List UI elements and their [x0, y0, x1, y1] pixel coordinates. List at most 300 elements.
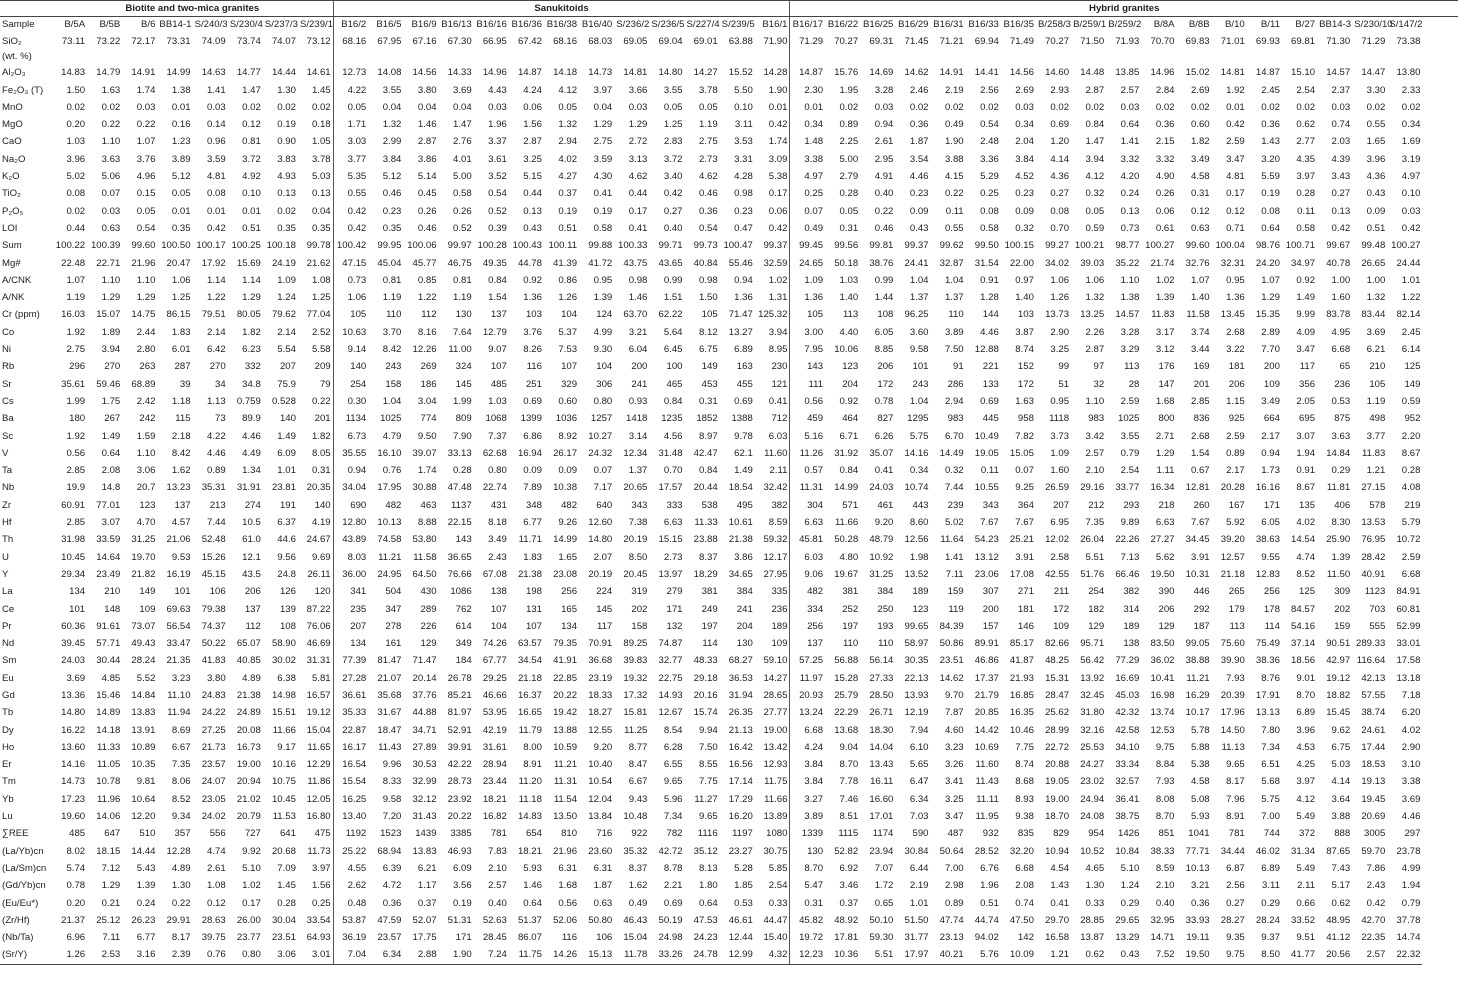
table-cell: 58.90	[271, 638, 296, 650]
table-cell: 0.56	[558, 897, 578, 909]
table-cell: 51.50	[904, 914, 929, 926]
table-cell: 76.95	[1361, 534, 1386, 546]
table-cell: 1.75	[101, 395, 121, 407]
table-cell: 29.91	[166, 914, 191, 926]
table-cell: 60.81	[1396, 603, 1421, 615]
table-cell: 103	[1017, 309, 1034, 321]
table-cell: 11.71	[518, 534, 542, 546]
table-cell: 2.43	[488, 551, 507, 563]
table-cell: 485	[69, 828, 86, 840]
table-cell: 12.80	[333, 514, 368, 531]
table-cell: 4.99	[593, 326, 613, 338]
table-cell: 8.70	[839, 759, 859, 771]
table-cell: 207	[279, 361, 296, 373]
table-cell: 1.10	[101, 274, 121, 286]
table-cell: 22.32	[1387, 946, 1422, 964]
table-cell: 14.18	[553, 67, 578, 79]
table-cell: 4.32	[755, 946, 790, 964]
table-row	[0, 64, 1458, 81]
table-cell: 0.25	[311, 897, 331, 909]
table-cell: 7.20	[382, 811, 402, 823]
table-row	[0, 151, 1458, 168]
table-cell: 829	[1053, 828, 1070, 840]
table-cell: 15.69	[236, 257, 261, 269]
table-cell: 21.62	[306, 257, 331, 269]
table-cell: 14.48	[1080, 67, 1105, 79]
units-cell	[87, 50, 122, 64]
table-cell: 17.58	[1396, 655, 1421, 667]
table-cell: 83.44	[1361, 309, 1386, 321]
table-cell: 69.04	[658, 36, 683, 47]
table-cell: 206	[1158, 603, 1175, 615]
table-cell: 4.27	[558, 171, 578, 183]
table-cell: 67.30	[447, 36, 472, 47]
table-cell: 189	[912, 586, 929, 598]
table-cell: 12.99	[720, 946, 755, 964]
table-cell: 79.38	[201, 603, 226, 615]
table-cell: 0.36	[1261, 119, 1280, 131]
table-cell: 6.63	[790, 514, 825, 531]
row-label: TiO₂	[2, 188, 21, 200]
table-cell: 1.10	[1085, 395, 1105, 407]
table-cell: 52.06	[553, 914, 578, 926]
table-cell: 125	[1299, 586, 1316, 598]
table-cell: 43.89	[333, 531, 368, 548]
table-cell: 73.31	[166, 36, 191, 47]
table-cell: 19.45	[1361, 793, 1386, 805]
table-cell: 0.09	[909, 205, 929, 217]
table-cell: 4.70	[136, 517, 156, 529]
table-cell: 19.05	[974, 447, 999, 459]
table-cell: 1.92	[1226, 84, 1245, 96]
table-cell: 33.01	[1396, 638, 1421, 650]
table-cell: 7.93	[1155, 776, 1175, 788]
table-cell: 7.44	[207, 517, 226, 529]
table-cell: 1.65	[558, 551, 578, 563]
table-cell: 19.72	[790, 929, 825, 946]
table-cell: 0.71	[1226, 222, 1245, 234]
table-cell: 8.70	[1155, 811, 1175, 823]
table-cell: 6.42	[207, 344, 226, 356]
table-cell: 1418	[626, 413, 648, 425]
table-cell: 703	[1369, 603, 1386, 615]
table-cell: 381	[701, 586, 718, 598]
table-cell: 4.92	[242, 171, 261, 183]
table-cell: 2.56	[1226, 880, 1245, 892]
table-cell: 0.36	[698, 205, 718, 217]
table-cell: 12.02	[1045, 534, 1070, 546]
table-row	[0, 33, 1458, 50]
table-cell: 10.41	[1150, 672, 1175, 684]
table-cell: 4.85	[101, 672, 121, 684]
table-cell: 2.87	[1085, 344, 1105, 356]
table-cell: 21.37	[61, 914, 86, 926]
table-cell: 159	[947, 586, 964, 598]
table-cell: 10.36	[825, 946, 860, 964]
table-cell: 20.28	[1220, 482, 1245, 494]
table-cell: 97	[1093, 361, 1105, 373]
table-cell: 3.76	[523, 326, 542, 338]
table-cell: 278	[385, 620, 402, 632]
table-cell: 204	[736, 620, 753, 632]
table-cell: 1.37	[628, 465, 648, 477]
table-cell: 32.87	[939, 257, 964, 269]
table-cell: 140	[279, 413, 296, 425]
table-cell: 8.17	[1226, 776, 1245, 788]
table-cell: 189	[1123, 620, 1140, 632]
table-cell: 47.48	[447, 482, 472, 494]
table-cell: 0.41	[874, 465, 894, 477]
table-cell: 4.02	[558, 153, 578, 165]
table-cell: 6.28	[663, 741, 683, 753]
table-cell: 19.00	[1045, 793, 1070, 805]
table-cell: 37.76	[412, 689, 437, 701]
table-cell: 15.04	[306, 724, 331, 736]
table-cell: 0.14	[207, 119, 226, 131]
table-cell: 42.58	[1115, 724, 1140, 736]
table-cell: 29.16	[1080, 482, 1105, 494]
table-cell: 0.97	[1015, 274, 1034, 286]
table-cell: 304	[790, 497, 825, 514]
table-cell: 2.54	[1120, 465, 1140, 477]
table-cell: 189	[771, 620, 788, 632]
table-cell: 430	[420, 586, 437, 598]
table-cell: 13.74	[1150, 707, 1175, 719]
table-cell: 123	[842, 361, 859, 373]
table-cell: 48.92	[834, 914, 859, 926]
table-cell: 0.03	[207, 101, 226, 113]
table-cell: 7.82	[1015, 430, 1034, 442]
table-cell: 31.67	[377, 707, 402, 719]
table-cell: 8.12	[698, 326, 718, 338]
table-cell: 25.21	[1009, 534, 1034, 546]
table-cell: 41.72	[588, 257, 613, 269]
table-cell: 51.76	[1080, 568, 1105, 580]
table-cell: 8.00	[523, 741, 542, 753]
table-cell: 171	[455, 932, 472, 944]
table-cell: 0.36	[1155, 119, 1175, 131]
table-cell: 2.85	[66, 517, 86, 529]
table-cell: 36.19	[333, 929, 368, 946]
table-cell: 76.66	[447, 568, 472, 580]
table-cell: 28.52	[974, 845, 999, 857]
table-cell: 14.47	[1361, 67, 1386, 79]
table-cell: 7.03	[909, 811, 929, 823]
table-cell: 241	[736, 603, 753, 615]
table-cell: 9.62	[1331, 724, 1351, 736]
table-cell: 0.42	[207, 222, 226, 234]
table-cell: 782	[666, 828, 683, 840]
table-cell: 922	[631, 828, 648, 840]
table-cell: 2.05	[1296, 395, 1316, 407]
table-cell: 44.6	[277, 534, 296, 546]
table-cell: 16.37	[517, 689, 542, 701]
table-cell: 8.54	[663, 724, 683, 736]
table-cell: 9.65	[698, 811, 718, 823]
table-cell: 10.72	[1396, 534, 1421, 546]
table-cell: 129	[420, 638, 437, 650]
table-cell: 0.94	[874, 119, 894, 131]
table-cell: 9.53	[171, 551, 191, 563]
table-cell: 32.95	[1150, 914, 1175, 926]
table-cell: 254	[333, 376, 368, 393]
table-cell: 1.36	[734, 292, 753, 304]
table-cell: 198	[525, 586, 542, 598]
table-cell: 2.69	[1015, 84, 1034, 96]
table-cell: 7.52	[1141, 946, 1176, 964]
table-cell: 4.49	[242, 447, 261, 459]
table-cell: 3.86	[417, 153, 437, 165]
table-cell: 12.88	[974, 344, 999, 356]
table-cell: 286	[947, 378, 964, 390]
table-cell: 114	[1264, 620, 1280, 632]
table-cell: 0.25	[790, 185, 825, 202]
table-cell: 0.01	[768, 101, 788, 113]
table-cell: 1.41	[1120, 136, 1140, 148]
table-cell: 556	[209, 828, 226, 840]
table-cell: 1.37	[944, 292, 964, 304]
table-cell: 7.37	[488, 430, 507, 442]
table-cell: 70.70	[1150, 36, 1175, 47]
table-cell: 213	[209, 499, 226, 511]
table-cell: 7.11	[102, 932, 121, 944]
table-cell: 209	[314, 361, 331, 373]
table-cell: 112	[421, 309, 437, 321]
table-cell: 15.35	[1255, 309, 1280, 321]
table-cell: 2.87	[417, 136, 437, 148]
table-cell: 5.96	[663, 793, 683, 805]
table-cell: 9.78	[734, 430, 753, 442]
table-cell: 1.31	[768, 292, 788, 304]
table-cell: 5.08	[1190, 793, 1210, 805]
table-cell: 0.02	[277, 205, 296, 217]
table-cell: 1.34	[242, 465, 261, 477]
table-row	[0, 618, 1458, 635]
table-cell: 73.74	[236, 36, 261, 47]
sample-header: B16/40	[581, 19, 613, 30]
table-cell: 22.71	[96, 257, 121, 269]
table-cell: 10.5	[242, 517, 261, 529]
table-cell: 20.56	[1317, 946, 1352, 964]
table-cell: 226	[420, 620, 437, 632]
table-cell: 0.09	[1015, 205, 1034, 217]
table-cell: 3.47	[1226, 153, 1245, 165]
table-cell: 16.85	[1009, 689, 1034, 701]
table-cell: 14.87	[517, 67, 542, 79]
table-cell: 0.42	[768, 119, 788, 131]
table-row	[0, 237, 1458, 254]
table-cell: 22.87	[333, 722, 368, 739]
table-cell: 12.60	[588, 517, 613, 529]
table-cell: 28.42	[1361, 551, 1386, 563]
table-cell: 116	[561, 932, 578, 944]
table-cell: 1.25	[311, 292, 331, 304]
table-cell: 134	[561, 620, 578, 632]
table-cell: 24.23	[693, 932, 718, 944]
table-cell: 100.27	[1391, 240, 1421, 252]
table-cell: 8.97	[698, 430, 718, 442]
table-cell: 0.66	[1296, 897, 1316, 909]
table-cell: 1.18	[171, 395, 191, 407]
table-cell: 0.84	[839, 465, 859, 477]
table-cell: 2.45	[1261, 84, 1280, 96]
table-cell: 14.42	[974, 724, 999, 736]
table-cell: 2.45	[1401, 326, 1421, 338]
table-cell: 1523	[380, 828, 402, 840]
table-row	[0, 272, 1458, 289]
table-cell: 0.05	[698, 101, 718, 113]
table-cell: 1.99	[453, 395, 472, 407]
table-cell: 60.36	[61, 620, 86, 632]
table-cell: 44.47	[763, 914, 788, 926]
table-cell: 256	[561, 586, 578, 598]
table-cell: 364	[1017, 499, 1034, 511]
table-cell: 5.10	[1120, 862, 1140, 874]
row-label: Cs	[2, 395, 14, 407]
table-cell: 16.22	[61, 724, 86, 736]
table-cell: 1.08	[311, 274, 331, 286]
table-cell: 6.63	[1155, 517, 1175, 529]
table-cell: 1.63	[101, 84, 121, 96]
table-cell: 1.60	[1050, 465, 1070, 477]
table-cell: 37.14	[1291, 638, 1316, 650]
table-cell: 63.88	[728, 36, 753, 47]
table-cell: 8.91	[523, 759, 542, 771]
table-cell: 5.14	[417, 171, 437, 183]
table-cell: 0.02	[980, 101, 999, 113]
table-cell: 4.60	[944, 724, 964, 736]
table-cell: 3.47	[1296, 344, 1316, 356]
table-cell: 12.26	[412, 344, 437, 356]
table-cell: 4.62	[628, 171, 648, 183]
table-cell: 0.02	[1401, 101, 1421, 113]
table-cell: 5.12	[382, 171, 402, 183]
table-cell: 71.45	[904, 36, 929, 47]
row-label: ∑REE	[2, 828, 29, 840]
table-cell: 99.05	[1185, 638, 1210, 650]
table-cell: 463	[420, 499, 437, 511]
table-cell: 1.10	[136, 447, 156, 459]
table-cell: 1.36	[1226, 292, 1245, 304]
table-cell: 14.71	[1150, 932, 1175, 944]
table-cell: 6.03	[768, 430, 788, 442]
table-cell: 10.40	[588, 759, 613, 771]
table-cell: 6.89	[1261, 862, 1280, 874]
table-cell: 307	[982, 586, 999, 598]
table-cell: 31.80	[1080, 707, 1105, 719]
table-cell: 1.59	[136, 430, 156, 442]
table-cell: 952	[1404, 413, 1421, 425]
table-cell: 36.65	[447, 551, 472, 563]
table-cell: 14.26	[544, 946, 579, 964]
table-cell: 31.34	[1291, 845, 1316, 857]
table-cell: 52.91	[447, 724, 472, 736]
row-label: Ba	[2, 413, 14, 425]
row-label: SiO₂	[2, 36, 22, 47]
table-cell: 3.55	[1120, 430, 1140, 442]
table-cell: 4.74	[207, 845, 226, 857]
table-cell: 32.59	[763, 257, 788, 269]
table-cell: 0.51	[558, 222, 578, 234]
table-cell: 34.02	[1045, 257, 1070, 269]
table-cell: 1.24	[1120, 880, 1140, 892]
table-cell: 1.22	[417, 292, 437, 304]
table-cell: 445	[982, 413, 999, 425]
table-cell: 5.35	[333, 168, 368, 185]
table-cell: 5.93	[523, 862, 542, 874]
table-cell: 15.31	[1045, 672, 1070, 684]
table-cell: 0.98	[628, 274, 648, 286]
table-cell: 8.74	[1015, 344, 1034, 356]
table-cell: 983	[1088, 413, 1105, 425]
table-cell: 0.31	[839, 222, 859, 234]
table-cell: 13.12	[974, 551, 999, 563]
table-row	[0, 428, 1458, 445]
table-cell: 15.04	[623, 932, 648, 944]
table-cell: 180	[69, 413, 86, 425]
table-cell: 1.54	[1190, 447, 1210, 459]
sample-header: S/236/2	[616, 19, 650, 30]
table-cell: 149	[139, 586, 156, 598]
table-cell: 98.76	[1255, 240, 1280, 252]
table-cell: 0.28	[277, 897, 296, 909]
table-cell: 0.05	[663, 101, 683, 113]
table-cell: 28.50	[869, 689, 894, 701]
table-cell: 1.10	[101, 136, 121, 148]
table-cell: 888	[1334, 828, 1351, 840]
table-cell: 5.79	[1401, 517, 1421, 529]
table-cell: 207	[1053, 499, 1070, 511]
table-cell: 0.79	[1401, 897, 1421, 909]
table-cell: 2.68	[1190, 430, 1210, 442]
table-cell: 50.86	[939, 638, 964, 650]
table-cell: 31.43	[412, 811, 437, 823]
table-cell: 23.92	[447, 793, 472, 805]
table-cell: 4.54	[1050, 862, 1070, 874]
table-row	[0, 704, 1458, 721]
table-cell: 13.40	[333, 808, 368, 825]
table-cell: 14.57	[1326, 67, 1351, 79]
table-cell: 1.04	[909, 274, 929, 286]
table-cell: 800	[1158, 413, 1175, 425]
table-cell: 3.31	[734, 153, 753, 165]
table-cell: 16.10	[377, 447, 402, 459]
table-cell: 6.09	[453, 862, 472, 874]
table-cell: 13.87	[1080, 932, 1105, 944]
table-cell: 357	[174, 828, 191, 840]
table-cell: 24.65	[790, 255, 825, 272]
table-cell: 11.21	[378, 551, 402, 563]
table-cell: 0.02	[66, 101, 86, 113]
table-cell: 0.34	[909, 465, 929, 477]
table-cell: 28.99	[1045, 724, 1070, 736]
table-cell: 0.31	[698, 395, 718, 407]
table-cell: 0.31	[311, 465, 331, 477]
table-cell: 1.01	[1401, 274, 1421, 286]
table-cell: 4.56	[663, 430, 683, 442]
table-cell: 20.16	[693, 689, 718, 701]
sample-header: S/230/4	[229, 19, 263, 30]
table-cell: 6.31	[593, 862, 613, 874]
table-cell: 219	[1404, 499, 1421, 511]
table-cell: 20.19	[623, 534, 648, 546]
table-cell: 21.82	[131, 568, 156, 580]
table-cell: 178	[1263, 603, 1280, 615]
table-cell: 0.25	[980, 188, 999, 200]
table-cell: 0.56	[66, 447, 86, 459]
table-cell: 8.17	[171, 932, 191, 944]
table-cell: 34	[215, 378, 226, 390]
